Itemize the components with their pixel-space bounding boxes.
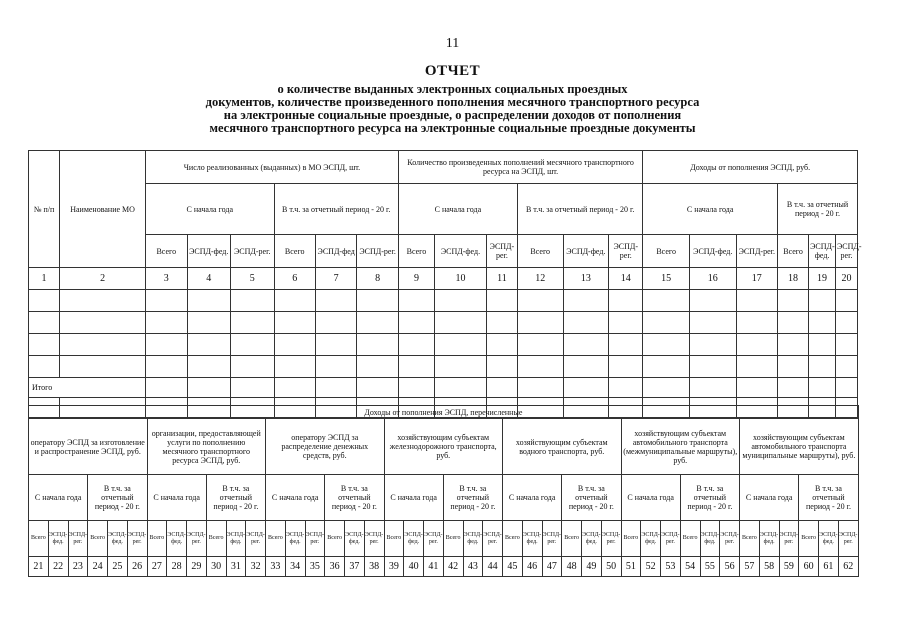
header-period: В т.ч. за отчетный период - 20 г.	[274, 184, 398, 235]
column-number: 9	[398, 268, 434, 290]
empty-cell	[486, 334, 517, 356]
column-number: 30	[206, 557, 226, 577]
header-sub-label: ЭСПД-рег.	[661, 521, 681, 557]
empty-cell	[274, 290, 315, 312]
column-number: 48	[562, 557, 582, 577]
column-number: 33	[266, 557, 286, 577]
header-since-start: С начала года	[147, 475, 206, 521]
header-sub-label: Всего	[274, 235, 315, 268]
empty-cell	[643, 378, 690, 398]
header-sub-label: ЭСПД-фед.	[108, 521, 128, 557]
header-sub-label: ЭСПД-фед.	[226, 521, 246, 557]
header-sub-label: ЭСПД-рег.	[246, 521, 266, 557]
empty-cell	[563, 378, 609, 398]
column-number: 7	[315, 268, 356, 290]
empty-cell	[187, 312, 231, 334]
empty-cell	[357, 356, 398, 378]
empty-cell	[231, 356, 275, 378]
empty-cell	[435, 290, 487, 312]
header-sub-label: Всего	[384, 521, 404, 557]
column-number: 27	[147, 557, 167, 577]
column-number: 17	[736, 268, 777, 290]
empty-cell	[274, 356, 315, 378]
header-sub-label: ЭСПД-рег.	[424, 521, 444, 557]
header-sub-label: Всего	[147, 521, 167, 557]
column-number: 16	[689, 268, 736, 290]
column-number: 34	[285, 557, 305, 577]
header-group: Доходы от пополнения ЭСПД, руб.	[643, 151, 858, 184]
header-sub-label: ЭСПД-фед.	[809, 235, 836, 268]
empty-cell	[609, 290, 643, 312]
header-sub-label: ЭСПД-фед.	[404, 521, 424, 557]
empty-cell	[435, 356, 487, 378]
column-number: 6	[274, 268, 315, 290]
empty-cell	[778, 334, 809, 356]
column-number: 21	[29, 557, 49, 577]
header-sub-label: ЭСПД-фед.	[285, 521, 305, 557]
header-since-start: С начала года	[398, 184, 517, 235]
empty-cell	[643, 356, 690, 378]
header-sub-label: ЭСПД-рег.	[779, 521, 799, 557]
column-number: 24	[88, 557, 108, 577]
subtitle-line: месячного транспортного ресурса на электронные социальные проездные документы	[209, 121, 696, 135]
column-number: 37	[345, 557, 365, 577]
report-table-main	[28, 150, 862, 418]
header-period: В т.ч. за отчетный период - 20 г.	[325, 475, 384, 521]
column-number: 1	[29, 268, 60, 290]
header-sub-label: Всего	[799, 521, 819, 557]
subtitle-line: на электронные социальные проездные, о распределении доходов от пополнения	[223, 108, 682, 122]
empty-cell	[357, 334, 398, 356]
empty-cell	[146, 356, 187, 378]
empty-cell	[29, 290, 60, 312]
empty-cell	[274, 378, 315, 398]
header-sub-label: ЭСПД-рег.	[68, 521, 88, 557]
empty-cell	[435, 378, 487, 398]
empty-cell	[609, 378, 643, 398]
distribution-group: хозяйствующим субъектам железнодорожного транспорта, руб.	[384, 419, 503, 475]
column-number: 4	[187, 268, 231, 290]
table-row	[29, 557, 859, 577]
empty-cell	[357, 290, 398, 312]
distribution-group: хозяйствующим субъектам водного транспорта, руб.	[503, 419, 622, 475]
empty-cell	[809, 378, 836, 398]
table-row	[29, 290, 858, 312]
empty-cell	[736, 290, 777, 312]
header-sub-label: Всего	[88, 521, 108, 557]
empty-cell	[146, 312, 187, 334]
empty-cell	[146, 290, 187, 312]
empty-cell	[836, 290, 858, 312]
header-sub-label: Всего	[778, 235, 809, 268]
empty-cell	[736, 312, 777, 334]
header-sub-label: ЭСПД-фед.	[522, 521, 542, 557]
empty-cell	[146, 378, 187, 398]
empty-cell	[60, 334, 146, 356]
empty-cell	[689, 290, 736, 312]
subtitle-line: о количестве выданных электронных социальных проездных	[277, 82, 628, 96]
empty-cell	[398, 378, 434, 398]
table-row	[29, 151, 858, 184]
column-number: 32	[246, 557, 266, 577]
empty-cell	[398, 356, 434, 378]
header-col-no: № п/п	[29, 151, 60, 268]
column-number: 22	[48, 557, 68, 577]
empty-cell	[643, 290, 690, 312]
column-number: 42	[443, 557, 463, 577]
empty-cell	[357, 312, 398, 334]
header-period: В т.ч. за отчетный период - 20 г.	[517, 184, 642, 235]
header-sub-label: ЭСПД-рег.	[357, 235, 398, 268]
distribution-group: хозяйствующим субъектам автомобильного транспорта муниципальные маршруты), руб.	[740, 419, 859, 475]
empty-cell	[643, 334, 690, 356]
empty-cell	[357, 378, 398, 398]
distribution-group: оператору ЭСПД за распределение денежных средств, руб.	[266, 419, 385, 475]
table-row	[29, 235, 858, 268]
table-row	[29, 521, 859, 557]
empty-cell	[315, 356, 356, 378]
empty-cell	[231, 312, 275, 334]
empty-cell	[836, 378, 858, 398]
empty-cell	[778, 378, 809, 398]
empty-cell	[398, 290, 434, 312]
column-number: 59	[779, 557, 799, 577]
empty-cell	[315, 334, 356, 356]
column-number: 5	[231, 268, 275, 290]
empty-cell	[29, 334, 60, 356]
empty-cell	[486, 312, 517, 334]
empty-cell	[609, 356, 643, 378]
empty-cell	[809, 290, 836, 312]
empty-cell	[486, 356, 517, 378]
column-number: 14	[609, 268, 643, 290]
table-row	[29, 356, 858, 378]
header-sub-label: ЭСПД-фед.	[345, 521, 365, 557]
column-number: 31	[226, 557, 246, 577]
table-row	[29, 378, 858, 398]
table-row	[29, 334, 858, 356]
header-since-start: С начала года	[146, 184, 274, 235]
header-sub-label: Всего	[146, 235, 187, 268]
header-sub-label: ЭСПД-рег.	[486, 235, 517, 268]
header-sub-label: Всего	[398, 235, 434, 268]
header-sub-label: ЭСПД-рег.	[542, 521, 562, 557]
header-sub-label: ЭСПД-фед.	[641, 521, 661, 557]
empty-cell	[517, 290, 563, 312]
empty-cell	[836, 356, 858, 378]
header-period: В т.ч. за отчетный период - 20 г.	[799, 475, 858, 521]
distribution-group: организации, предоставляющей услуги по пополнению месячного транспортного ресурса ЭСПД, руб.	[147, 419, 266, 475]
header-sub-label: ЭСПД-фед	[315, 235, 356, 268]
empty-cell	[187, 334, 231, 356]
column-number: 55	[700, 557, 720, 577]
table-row	[29, 475, 859, 521]
empty-cell	[736, 378, 777, 398]
empty-cell	[60, 312, 146, 334]
document-title: ОТЧЕТ	[424, 63, 481, 79]
column-number: 44	[483, 557, 503, 577]
header-since-start: С начала года	[384, 475, 443, 521]
header-sub-label: ЭСПД-рег.	[836, 235, 858, 268]
column-number: 25	[108, 557, 128, 577]
column-number: 60	[799, 557, 819, 577]
empty-cell	[736, 356, 777, 378]
header-sub-label: Всего	[266, 521, 286, 557]
header-sub-label: Всего	[517, 235, 563, 268]
empty-cell	[60, 290, 146, 312]
header-sub-label: Всего	[680, 521, 700, 557]
column-number: 49	[582, 557, 602, 577]
column-number: 45	[503, 557, 523, 577]
empty-cell	[146, 334, 187, 356]
column-number: 18	[778, 268, 809, 290]
column-number: 2	[60, 268, 146, 290]
empty-cell	[435, 334, 487, 356]
distribution-header: Доходы от пополнения ЭСПД, перечисленные	[29, 406, 859, 419]
column-number: 57	[740, 557, 760, 577]
empty-cell	[274, 334, 315, 356]
header-sub-label: Всего	[443, 521, 463, 557]
empty-cell	[187, 378, 231, 398]
header-sub-label: ЭСПД-рег.	[736, 235, 777, 268]
header-since-start: С начала года	[643, 184, 778, 235]
page-number: 11	[445, 36, 460, 51]
header-sub-label: ЭСПД-фед.	[187, 235, 231, 268]
header-sub-label: ЭСПД-рег.	[720, 521, 740, 557]
column-number: 53	[661, 557, 681, 577]
column-number: 10	[435, 268, 487, 290]
empty-cell	[187, 356, 231, 378]
column-number: 11	[486, 268, 517, 290]
column-number: 23	[68, 557, 88, 577]
empty-cell	[517, 378, 563, 398]
empty-cell	[778, 290, 809, 312]
column-number: 47	[542, 557, 562, 577]
subtitle-line: документов, количестве произведенного пополнения месячного транспортного ресурса	[205, 95, 700, 109]
distribution-group: хозяйствующим субъектам автомобильного транспорта (межмуниципальные маршруты), руб.	[621, 419, 740, 475]
empty-cell	[689, 378, 736, 398]
column-number: 38	[364, 557, 384, 577]
column-number: 29	[187, 557, 207, 577]
column-number: 15	[643, 268, 690, 290]
header-sub-label: ЭСПД-фед.	[759, 521, 779, 557]
header-sub-label: ЭСПД-фед.	[435, 235, 487, 268]
table-row	[29, 419, 859, 475]
header-period: В т.ч. за отчетный период - 20 г.	[680, 475, 739, 521]
empty-cell	[398, 334, 434, 356]
empty-cell	[486, 290, 517, 312]
empty-cell	[231, 290, 275, 312]
distribution-group: оператору ЭСПД за изготовление и распространение ЭСПД, руб.	[29, 419, 148, 475]
empty-cell	[231, 378, 275, 398]
empty-cell	[809, 312, 836, 334]
header-sub-label: Всего	[621, 521, 641, 557]
header-sub-label: Всего	[562, 521, 582, 557]
header-group: Число реализованных (выданных) в МО ЭСПД, шт.	[146, 151, 399, 184]
column-number: 35	[305, 557, 325, 577]
header-col-name: Наименование МО	[60, 151, 146, 268]
column-number: 26	[127, 557, 147, 577]
empty-cell	[60, 356, 146, 378]
header-sub-label: ЭСПД-фед.	[689, 235, 736, 268]
column-number: 56	[720, 557, 740, 577]
column-number: 36	[325, 557, 345, 577]
empty-cell	[563, 312, 609, 334]
header-sub-label: ЭСПД-фед.	[463, 521, 483, 557]
table-row	[29, 268, 858, 290]
empty-cell	[609, 312, 643, 334]
empty-cell	[274, 312, 315, 334]
header-sub-label: ЭСПД-рег.	[187, 521, 207, 557]
empty-cell	[29, 356, 60, 378]
empty-cell	[643, 312, 690, 334]
header-period: В т.ч. за отчетный период - 20 г.	[88, 475, 147, 521]
total-label: Итого	[29, 378, 146, 398]
column-number: 39	[384, 557, 404, 577]
empty-cell	[486, 378, 517, 398]
empty-cell	[736, 334, 777, 356]
column-number: 13	[563, 268, 609, 290]
header-sub-label: ЭСПД-рег.	[231, 235, 275, 268]
header-period: В т.ч. за отчетный период - 20 г.	[206, 475, 265, 521]
column-number: 52	[641, 557, 661, 577]
header-sub-label: ЭСПД-рег.	[483, 521, 503, 557]
header-sub-label: ЭСПД-рег.	[838, 521, 858, 557]
empty-cell	[563, 290, 609, 312]
column-number: 8	[357, 268, 398, 290]
empty-cell	[778, 356, 809, 378]
column-number: 41	[424, 557, 444, 577]
column-number: 51	[621, 557, 641, 577]
column-number: 61	[819, 557, 839, 577]
empty-cell	[609, 334, 643, 356]
header-sub-label: ЭСПД-фед.	[700, 521, 720, 557]
column-number: 28	[167, 557, 187, 577]
column-number: 50	[601, 557, 621, 577]
column-number: 40	[404, 557, 424, 577]
header-sub-label: ЭСПД-рег.	[601, 521, 621, 557]
header-period: В т.ч. за отчетный период - 20 г.	[562, 475, 621, 521]
column-number: 12	[517, 268, 563, 290]
header-since-start: С начала года	[503, 475, 562, 521]
empty-cell	[435, 312, 487, 334]
empty-cell	[187, 290, 231, 312]
empty-cell	[315, 290, 356, 312]
column-number: 46	[522, 557, 542, 577]
empty-cell	[517, 334, 563, 356]
column-number: 3	[146, 268, 187, 290]
header-sub-label: ЭСПД-фед.	[167, 521, 187, 557]
header-sub-label: ЭСПД-фед.	[48, 521, 68, 557]
column-number: 62	[838, 557, 858, 577]
header-sub-label: Всего	[740, 521, 760, 557]
header-group: Количество произведенных пополнений месячного транспортного ресурса на ЭСПД, шт.	[398, 151, 643, 184]
empty-cell	[231, 334, 275, 356]
header-since-start: С начала года	[740, 475, 799, 521]
header-sub-label: ЭСПД-фед.	[819, 521, 839, 557]
header-sub-label: ЭСПД-фед.	[563, 235, 609, 268]
empty-cell	[836, 334, 858, 356]
header-sub-label: Всего	[29, 521, 49, 557]
header-sub-label: ЭСПД-рег.	[364, 521, 384, 557]
empty-cell	[315, 312, 356, 334]
table-row	[29, 312, 858, 334]
header-since-start: С начала года	[29, 475, 88, 521]
empty-cell	[563, 356, 609, 378]
header-since-start: С начала года	[621, 475, 680, 521]
empty-cell	[809, 334, 836, 356]
table-row	[29, 184, 858, 235]
column-number: 58	[759, 557, 779, 577]
table-row	[29, 406, 859, 419]
report-table-distribution	[28, 405, 859, 577]
empty-cell	[517, 312, 563, 334]
header-sub-label: Всего	[325, 521, 345, 557]
empty-cell	[563, 334, 609, 356]
header-sub-label: Всего	[503, 521, 523, 557]
column-number: 20	[836, 268, 858, 290]
empty-cell	[517, 356, 563, 378]
column-number: 19	[809, 268, 836, 290]
empty-cell	[398, 312, 434, 334]
empty-cell	[778, 312, 809, 334]
header-since-start: С начала года	[266, 475, 325, 521]
empty-cell	[315, 378, 356, 398]
empty-cell	[689, 312, 736, 334]
empty-cell	[809, 356, 836, 378]
empty-cell	[836, 312, 858, 334]
empty-cell	[689, 356, 736, 378]
header-sub-label: Всего	[206, 521, 226, 557]
header-sub-label: ЭСПД-рег.	[609, 235, 643, 268]
column-number: 43	[463, 557, 483, 577]
header-sub-label: Всего	[643, 235, 690, 268]
empty-cell	[689, 334, 736, 356]
empty-cell	[29, 312, 60, 334]
column-number: 54	[680, 557, 700, 577]
header-sub-label: ЭСПД-рег.	[305, 521, 325, 557]
header-sub-label: ЭСПД-рег.	[127, 521, 147, 557]
header-sub-label: ЭСПД-фед.	[582, 521, 602, 557]
header-period: В т.ч. за отчетный период - 20 г.	[443, 475, 502, 521]
document-subtitle	[100, 83, 805, 135]
header-period: В т.ч. за отчетный период - 20 г.	[778, 184, 858, 235]
